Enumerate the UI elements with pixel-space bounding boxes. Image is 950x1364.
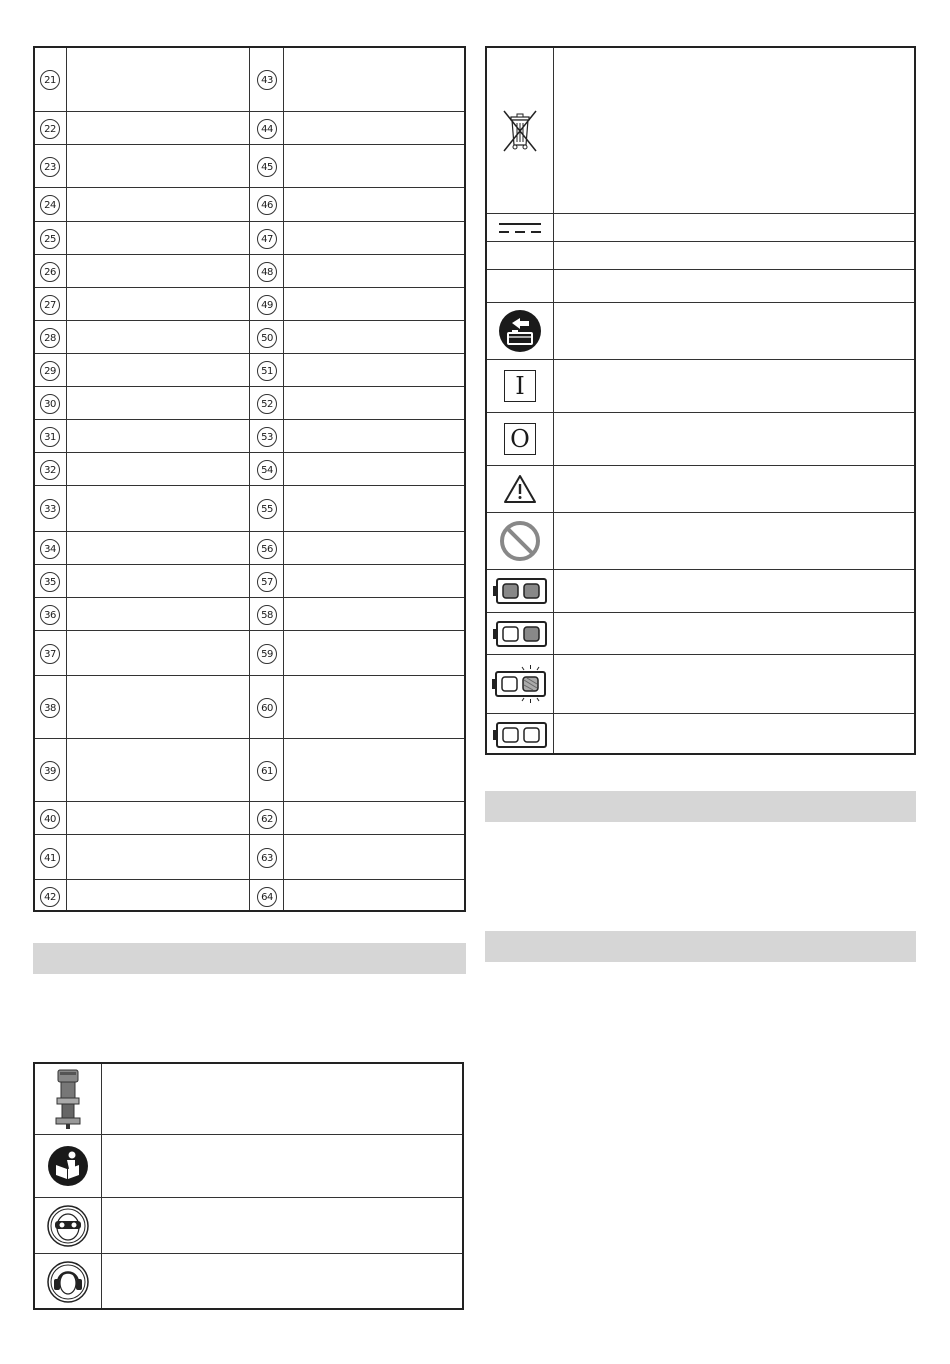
table-row: [35, 112, 464, 145]
table-row: [35, 598, 464, 631]
part-number-right: 46: [257, 195, 277, 215]
part-number-right: 64: [257, 887, 277, 907]
router-tool-icon: [35, 1064, 101, 1134]
part-number-right: 57: [257, 572, 277, 592]
read-manual-icon: [35, 1135, 101, 1197]
table-row: [35, 387, 464, 420]
part-number-right: 61: [257, 761, 277, 781]
table-row: [35, 532, 464, 565]
table-row: [35, 48, 464, 112]
part-number-left: 30: [40, 394, 60, 414]
table-row: [35, 321, 464, 354]
direct-current-icon: [487, 214, 553, 241]
part-number-right: 50: [257, 328, 277, 348]
table-row: [487, 655, 914, 714]
part-number-left: 25: [40, 229, 60, 249]
switch-off-icon: O: [504, 423, 536, 455]
part-number-right: 60: [257, 698, 277, 718]
table-row: [35, 802, 464, 835]
table-row: [35, 565, 464, 598]
table-row: [35, 188, 464, 222]
switch-on-cell: [487, 360, 553, 412]
part-number-right: 55: [257, 499, 277, 519]
switch-on-icon: I: [504, 370, 536, 402]
part-number-left: 27: [40, 295, 60, 315]
table-row: [487, 714, 914, 755]
table-row: [35, 1135, 462, 1198]
part-number-right: 47: [257, 229, 277, 249]
part-number-left: 22: [40, 119, 60, 139]
warning-triangle-icon: [487, 466, 553, 512]
part-number-right: 54: [257, 460, 277, 480]
table-row: [35, 255, 464, 288]
table-row: [487, 413, 914, 466]
section-header-bar: [485, 931, 916, 962]
part-number-left: 31: [40, 427, 60, 447]
part-number-left: 34: [40, 539, 60, 559]
table-row: [35, 453, 464, 486]
table-row: [487, 242, 914, 270]
table-row: [487, 270, 914, 303]
part-number-left: 23: [40, 157, 60, 177]
eye-protection-icon: [35, 1198, 101, 1253]
part-number-left: 29: [40, 361, 60, 381]
table-row: [35, 739, 464, 802]
battery-half-icon: [487, 613, 553, 654]
switch-off-cell: [487, 413, 553, 465]
prohibition-icon: [487, 513, 553, 569]
part-number-left: 40: [40, 809, 60, 829]
battery-removal-icon: [487, 303, 553, 359]
table-row: [35, 420, 464, 453]
part-number-right: 45: [257, 157, 277, 177]
ear-protection-icon: [35, 1254, 101, 1310]
part-number-left: 42: [40, 887, 60, 907]
part-number-left: 36: [40, 605, 60, 625]
table-row: [487, 466, 914, 513]
part-number-right: 48: [257, 262, 277, 282]
table-row: [35, 1064, 462, 1135]
part-number-right: 44: [257, 119, 277, 139]
table-row: [35, 1198, 462, 1254]
part-number-left: 21: [40, 70, 60, 90]
part-number-left: 41: [40, 848, 60, 868]
table-row: [487, 513, 914, 570]
table-row: [35, 354, 464, 387]
battery-full-icon: [487, 570, 553, 612]
parts-list-table: [33, 46, 466, 912]
part-number-left: 32: [40, 460, 60, 480]
table-row: [487, 360, 914, 413]
part-number-right: 51: [257, 361, 277, 381]
symbols-table: [485, 46, 916, 755]
part-number-left: 39: [40, 761, 60, 781]
part-number-left: 35: [40, 572, 60, 592]
battery-empty-icon: [487, 714, 553, 755]
table-row: [487, 214, 914, 242]
part-number-right: 52: [257, 394, 277, 414]
part-number-right: 53: [257, 427, 277, 447]
section-header-bar: [485, 791, 916, 822]
table-row: [487, 613, 914, 655]
table-row: [35, 676, 464, 739]
table-row: [35, 222, 464, 255]
table-row: [487, 570, 914, 613]
part-number-right: 59: [257, 644, 277, 664]
crossed-bin-icon: [487, 48, 553, 213]
part-number-right: 62: [257, 809, 277, 829]
part-number-left: 33: [40, 499, 60, 519]
part-number-right: 49: [257, 295, 277, 315]
table-row: [35, 835, 464, 880]
part-number-right: 56: [257, 539, 277, 559]
part-number-left: 38: [40, 698, 60, 718]
table-row: [35, 880, 464, 913]
battery-blinking-icon: [487, 655, 553, 713]
part-number-right: 63: [257, 848, 277, 868]
table-row: [487, 48, 914, 214]
table-row: [35, 486, 464, 532]
section-header-bar: [33, 943, 466, 974]
safety-symbols-table: [33, 1062, 464, 1310]
part-number-right: 43: [257, 70, 277, 90]
part-number-left: 37: [40, 644, 60, 664]
table-row: [35, 1254, 462, 1310]
part-number-left: 28: [40, 328, 60, 348]
table-row: [487, 303, 914, 360]
table-row: [35, 631, 464, 676]
part-number-right: 58: [257, 605, 277, 625]
part-number-left: 24: [40, 195, 60, 215]
table-row: [35, 288, 464, 321]
part-number-left: 26: [40, 262, 60, 282]
table-row: [35, 145, 464, 188]
